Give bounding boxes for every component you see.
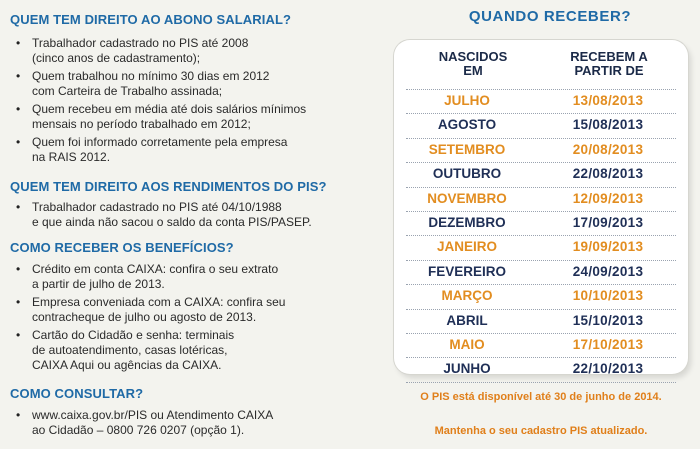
header-born-in: NASCIDOS EM (438, 49, 508, 78)
payment-date: 19/09/2013 (572, 239, 644, 255)
birth-month: JUNHO (443, 361, 491, 377)
bullet-icon: • (16, 102, 21, 116)
birth-month: ABRIL (446, 312, 488, 328)
bullet-icon: • (16, 295, 21, 309)
table-row (406, 211, 676, 235)
section-title-consultar: COMO CONSULTAR? (10, 386, 144, 401)
list-abono (14, 36, 374, 168)
table-row (406, 333, 676, 357)
header-receive-from: RECEBEM A PARTIR DE (570, 49, 648, 78)
table-header (394, 50, 688, 90)
birth-month: DEZEMBRO (428, 214, 506, 230)
schedule-title: QUANDO RECEBER? (468, 8, 632, 25)
list-item: • Cartão do Cidadão e senha: terminais de autoatendimento, casas lotéricas, CAIXA Aqui ou agências da CAIXA. (16, 328, 235, 372)
bullet-icon: • (16, 200, 21, 214)
birth-month: OUTUBRO (432, 166, 502, 182)
list-item: • Crédito em conta CAIXA: confira o seu extrato a partir de julho de 2013. (16, 262, 279, 291)
table-row (406, 235, 676, 259)
section-title-beneficios: COMO RECEBER OS BENEFÍCIOS? (10, 240, 234, 255)
table-row (406, 284, 676, 308)
table-row (406, 187, 676, 211)
birth-month: NOVEMBRO (427, 190, 507, 206)
list-item: • Quem trabalhou no mínimo 30 dias em 2012 com Carteira de Trabalho assinada; (16, 69, 270, 98)
bullet-icon: • (16, 135, 21, 149)
birth-month: MARÇO (441, 288, 493, 304)
payment-date: 10/10/2013 (572, 288, 644, 304)
birth-month: MAIO (449, 336, 485, 352)
payment-date: 20/08/2013 (572, 141, 644, 157)
list-item: • www.caixa.gov.br/PIS ou Atendimento CAIXA ao Cidadão – 0800 726 0207 (opção 1). (16, 408, 274, 437)
birth-month: FEVEREIRO (427, 263, 506, 279)
birth-month: JULHO (444, 93, 490, 108)
bullet-icon: • (16, 36, 21, 50)
table-row (406, 113, 676, 137)
list-item: • Empresa conveniada com a CAIXA: confira seu contracheque de julho ou agosto de 2013. (16, 295, 286, 324)
birth-month: AGOSTO (437, 117, 497, 133)
table-row (406, 162, 676, 186)
list-item: • Trabalhador cadastrado no PIS até 04/10/1988 e que ainda não sacou o saldo da conta PIS/PASEP. (16, 200, 312, 229)
list-item: • Trabalhador cadastrado no PIS até 2008 (cinco anos de cadastramento); (16, 36, 249, 65)
availability-note: O PIS está disponível até 30 de junho de 2014. (420, 391, 662, 403)
payment-date: 22/08/2013 (572, 166, 644, 182)
payment-date: 15/10/2013 (572, 312, 644, 328)
payment-date: 17/09/2013 (572, 214, 644, 230)
list-item: • Quem foi informado corretamente pela empresa na RAIS 2012. (16, 135, 288, 164)
bullet-icon: • (16, 328, 21, 342)
birth-month: JANEIRO (436, 239, 497, 255)
payment-date: 17/10/2013 (572, 336, 644, 352)
payment-date: 22/10/2013 (572, 361, 644, 377)
table-row (406, 89, 676, 113)
birth-month: SETEMBRO (428, 141, 506, 157)
list-consultar (14, 408, 374, 441)
list-beneficios (14, 262, 374, 376)
section-title-rendimentos: QUEM TEM DIREITO AOS RENDIMENTOS DO PIS? (10, 179, 327, 194)
payment-date: 12/09/2013 (572, 190, 644, 206)
bullet-icon: • (16, 69, 21, 83)
payment-date: 15/08/2013 (572, 117, 644, 133)
list-item: • Quem recebeu em média até dois salários mínimos mensais no período trabalhado em 2012; (16, 102, 307, 131)
list-rendimentos (14, 200, 374, 233)
table-row (406, 138, 676, 162)
table-row (406, 357, 676, 382)
payment-date: 24/09/2013 (572, 263, 644, 279)
bullet-icon: • (16, 262, 21, 276)
payment-schedule-table (394, 40, 688, 377)
table-body (406, 89, 676, 383)
bullet-icon: • (16, 408, 21, 422)
payment-date: 13/08/2013 (572, 93, 644, 108)
table-row (406, 260, 676, 284)
update-reminder-note: Mantenha o seu cadastro PIS atualizado. (434, 425, 648, 437)
section-title-abono: QUEM TEM DIREITO AO ABONO SALARIAL? (10, 12, 292, 27)
table-row (406, 309, 676, 333)
